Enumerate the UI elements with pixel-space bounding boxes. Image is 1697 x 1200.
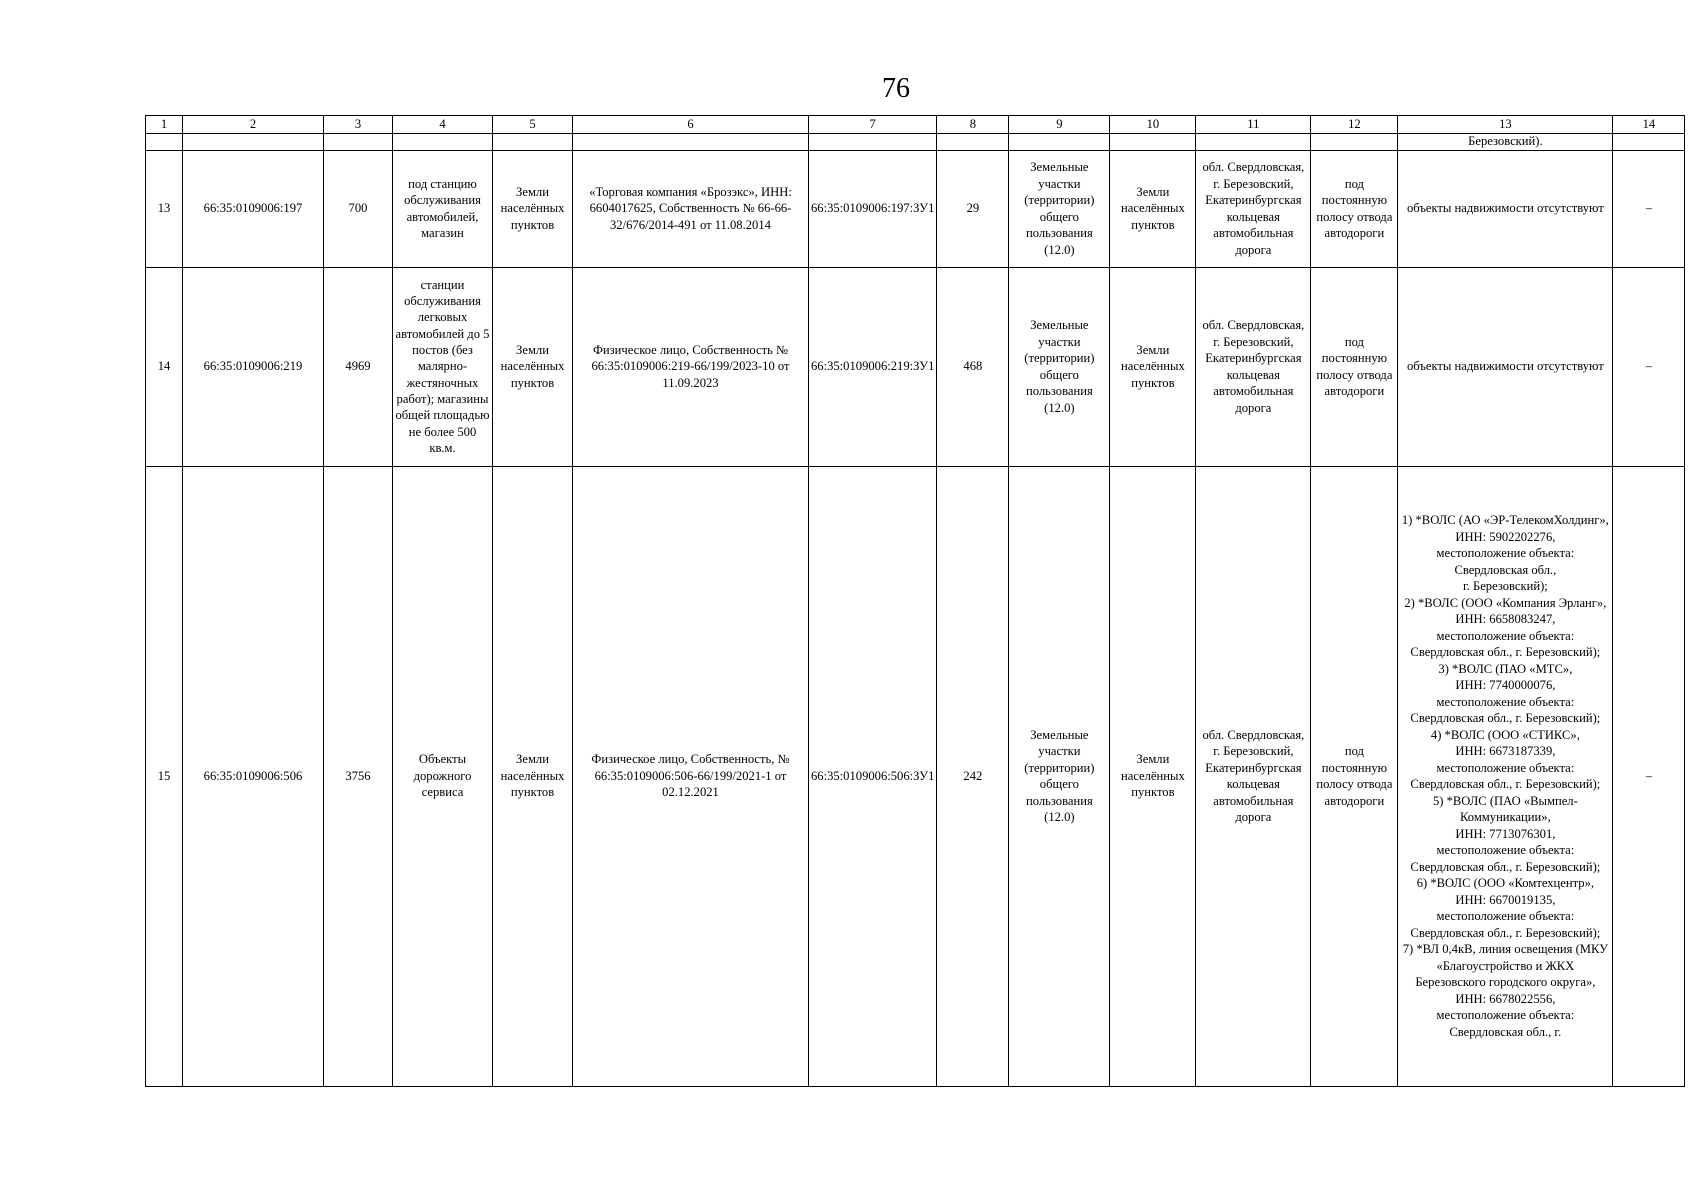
column-number: 9	[1009, 116, 1110, 134]
table-cell	[573, 133, 809, 150]
object-line: местоположение объекта:	[1436, 843, 1575, 857]
new-land-category: Земли населённых пунктов	[1110, 267, 1196, 466]
table-row	[146, 267, 1685, 466]
table-cell	[393, 133, 493, 150]
table-cell	[1110, 133, 1196, 150]
formed-plot-number: 66:35:0109006:506:ЗУ1	[809, 466, 937, 1086]
column-14-value: –	[1613, 150, 1685, 267]
area-value: 3756	[324, 466, 393, 1086]
area-value: 4969	[324, 267, 393, 466]
table-cell	[1196, 133, 1311, 150]
area-value: 700	[324, 150, 393, 267]
planned-use: Земельные участки (территории) общего пользования (12.0)	[1009, 466, 1110, 1086]
object-line: ИНН: 7713076301,	[1455, 826, 1556, 841]
column-number: 12	[1311, 116, 1398, 134]
table-cell	[493, 133, 573, 150]
table-cell	[183, 133, 324, 150]
column-number: 2	[183, 116, 324, 134]
object-line: местоположение объекта:	[1436, 546, 1575, 560]
planned-use: Земельные участки (территории) общего пользования (12.0)	[1009, 267, 1110, 466]
real-estate-objects	[1398, 466, 1613, 1086]
table-cell	[1613, 133, 1685, 150]
real-estate-objects: объекты надвижимости отсутствуют	[1398, 267, 1613, 466]
table-cell	[937, 133, 1009, 150]
object-line: 6) *ВОЛС (ООО «Комтехцентр»,	[1416, 876, 1595, 890]
object-line: 7) *ВЛ 0,4кВ, линия освещения (МКУ «Благоустройство и ЖКХ Березовского городского округа»,	[1402, 942, 1609, 989]
formed-plot-area: 29	[937, 150, 1009, 267]
object-line: Свердловская обл.,	[1454, 562, 1557, 577]
real-estate-objects: объекты надвижимости отсутствуют	[1398, 150, 1613, 267]
rights-holder: «Торговая компания «Брозэкс», ИНН: 6604017625, Собственность № 66-66-32/676/2014-491 от 11.08.2014	[573, 150, 809, 267]
object-line: местоположение объекта:	[1436, 694, 1575, 709]
column-number: 14	[1613, 116, 1685, 134]
object-line: г. Березовский);	[1462, 579, 1548, 593]
new-land-category: Земли населённых пунктов	[1110, 150, 1196, 267]
object-line: ИНН: 6673187339,	[1455, 744, 1556, 758]
formed-plot-number: 66:35:0109006:219:ЗУ1	[809, 267, 937, 466]
page-number: 76	[882, 73, 910, 104]
object-line: местоположение объекта:	[1436, 909, 1575, 923]
object-line: местоположение объекта:	[1436, 760, 1575, 775]
rights-holder: Физическое лицо, Собственность № 66:35:0109006:219-66/199/2023-10 от 11.09.2023	[573, 267, 809, 466]
planned-use: Земельные участки (территории) общего пользования (12.0)	[1009, 150, 1110, 267]
row-number: 14	[146, 267, 183, 466]
object-line: Свердловская обл., г. Березовский);	[1410, 925, 1601, 940]
object-line: ИНН: 6678022556,	[1455, 991, 1556, 1006]
object-line: ИНН: 7740000076,	[1455, 678, 1556, 692]
location-address: обл. Свердловская, г. Березовский, Екатеринбургская кольцевая автомобильная дорога	[1196, 150, 1311, 267]
column-number: 5	[493, 116, 573, 134]
row-number: 15	[146, 466, 183, 1086]
table-row	[146, 466, 1685, 1086]
cadastral-number: 66:35:0109006:197	[183, 150, 324, 267]
column-number: 3	[324, 116, 393, 134]
cadastral-number: 66:35:0109006:219	[183, 267, 324, 466]
object-line: Свердловская обл., г. Березовский);	[1410, 859, 1601, 874]
table-cell	[1311, 133, 1398, 150]
object-line: 2) *ВОЛС (ООО «Компания Эрланг», ИНН: 6658083247,	[1404, 595, 1607, 626]
new-land-category: Земли населённых пунктов	[1110, 466, 1196, 1086]
permitted-use: Объекты дорожного сервиса	[393, 466, 493, 1086]
column-number: 13	[1398, 116, 1613, 134]
table-cell	[1009, 133, 1110, 150]
column-number: 7	[809, 116, 937, 134]
object-line: 4) *ВОЛС (ООО «СТИКС»,	[1430, 727, 1580, 742]
seizure-reason: под постоянную полосу отвода автодороги	[1311, 150, 1398, 267]
land-register-table	[145, 115, 1685, 1087]
row-number: 13	[146, 150, 183, 267]
table-cell	[324, 133, 393, 150]
seizure-reason: под постоянную полосу отвода автодороги	[1311, 267, 1398, 466]
object-line: местоположение объекта:	[1436, 1008, 1575, 1022]
table-cell	[809, 133, 937, 150]
object-line: Свердловская обл., г. Березовский);	[1410, 711, 1601, 725]
column-number: 4	[393, 116, 493, 134]
continued-objects-cell: Березовский).	[1398, 133, 1613, 150]
column-14-value: –	[1613, 466, 1685, 1086]
location-address: обл. Свердловская, г. Березовский, Екатеринбургская кольцевая автомобильная дорога	[1196, 466, 1311, 1086]
object-line: 1) *ВОЛС (АО «ЭР-ТелекомХолдинг»,	[1401, 513, 1609, 527]
column-number-row	[146, 116, 1685, 134]
location-address: обл. Свердловская, г. Березовский, Екатеринбургская кольцевая автомобильная дорога	[1196, 267, 1311, 466]
object-line: Свердловская обл., г. Березовский);	[1410, 645, 1601, 659]
rights-holder: Физическое лицо, Собственность, № 66:35:0109006:506-66/199/2021-1 от 02.12.2021	[573, 466, 809, 1086]
land-category: Земли населённых пунктов	[493, 150, 573, 267]
formed-plot-number: 66:35:0109006:197:ЗУ1	[809, 150, 937, 267]
object-line: Свердловская обл., г. Березовский);	[1410, 777, 1601, 791]
object-line: 3) *ВОЛС (ПАО «МТС»,	[1438, 661, 1573, 676]
continuation-row	[146, 133, 1685, 150]
cadastral-number: 66:35:0109006:506	[183, 466, 324, 1086]
object-line: ИНН: 5902202276,	[1455, 529, 1556, 544]
permitted-use: станции обслуживания легковых автомобилей до 5 постов (без малярно-жестяночных работ); магазины общей площадью не более 500 кв.м.	[393, 267, 493, 466]
column-number: 8	[937, 116, 1009, 134]
column-number: 10	[1110, 116, 1196, 134]
seizure-reason: под постоянную полосу отвода автодороги	[1311, 466, 1398, 1086]
object-line: Свердловская обл., г.	[1449, 1024, 1562, 1039]
object-line: 5) *ВОЛС (ПАО «Вымпел-Коммуникации»,	[1432, 793, 1578, 824]
column-number: 1	[146, 116, 183, 134]
permitted-use: под станцию обслуживания автомобилей, магазин	[393, 150, 493, 267]
land-category: Земли населённых пунктов	[493, 466, 573, 1086]
object-line: ИНН: 6670019135,	[1455, 892, 1556, 907]
column-number: 11	[1196, 116, 1311, 134]
formed-plot-area: 242	[937, 466, 1009, 1086]
table-row	[146, 150, 1685, 267]
formed-plot-area: 468	[937, 267, 1009, 466]
column-number: 6	[573, 116, 809, 134]
table-cell	[146, 133, 183, 150]
land-category: Земли населённых пунктов	[493, 267, 573, 466]
object-line: местоположение объекта:	[1436, 628, 1575, 643]
column-14-value: –	[1613, 267, 1685, 466]
